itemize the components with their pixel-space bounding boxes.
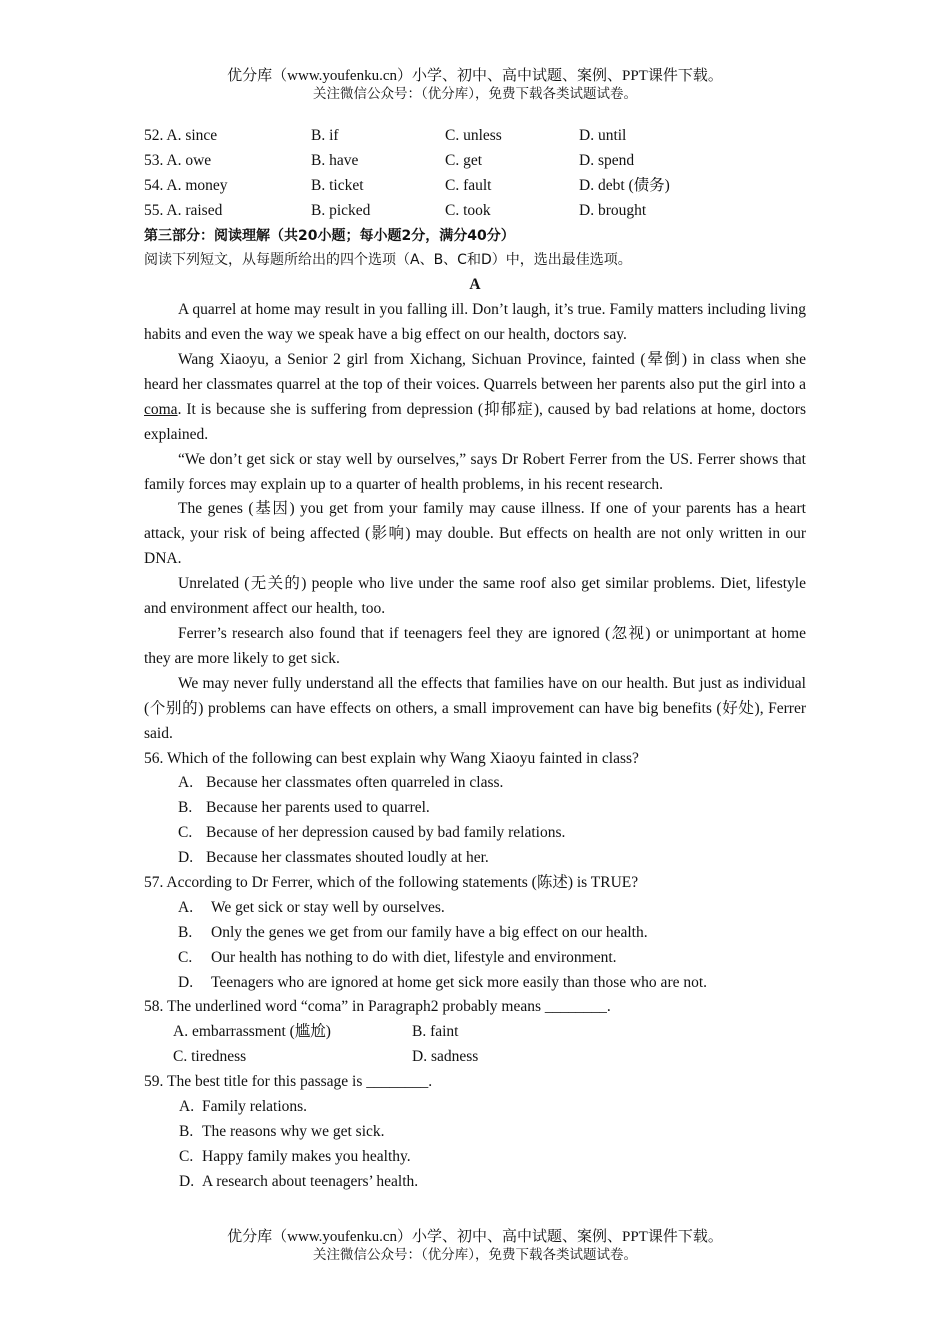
page-footer [0,1228,950,1264]
answer-option: C. tiredness [173,1048,247,1066]
passage-body [144,298,806,746]
question-stem: 56. Which of the following can best explain why Wang Xiaoyu fainted in class? [144,749,639,767]
option-key: A. [179,1098,195,1116]
answer-option: A. embarrassment (尴尬) [173,1023,331,1041]
option-text: Our health has nothing to do with diet, lifestyle and environment. [211,948,617,966]
underlined-word: coma [144,400,178,418]
cloze-option: 54. A. money [144,176,228,194]
option-key: B. [179,1122,194,1140]
paragraph-text: Wang Xiaoyu, a Senior 2 girl from Xichang, Sichuan Province, fainted (晕倒) in class when she heard her classmates quarrel at the top of their voices. Quarrels between her parents also put the girl into a [144,351,806,393]
cloze-option: D. until [579,127,627,144]
cloze-option: D. brought [579,201,647,219]
cloze-option: C. get [445,151,483,169]
option-text: Happy family makes you healthy. [202,1147,411,1165]
answer-option [144,946,806,971]
option-text: A research about teenagers’ health. [202,1172,419,1190]
answer-option [144,896,806,921]
option-key: B. [178,923,193,941]
header-line-1: 优分库（www.youfenku.cn）小学、初中、高中试题、案例、PPT课件下载。 [227,68,723,84]
footer-line-1: 优分库（www.youfenku.cn）小学、初中、高中试题、案例、PPT课件下载。 [227,1229,723,1245]
answer-option [144,846,806,871]
cloze-option: 55. A. raised [144,201,223,219]
cloze-option: B. have [311,151,359,169]
question-stem: 58. The underlined word “coma” in Paragraph2 probably means ________. [144,998,611,1016]
cloze-options [144,124,806,224]
question-57 [144,871,806,995]
answer-option [144,771,806,796]
option-key: A. [178,898,194,916]
footer-line-2: 关注微信公众号：（优分库），免费下载各类试题试卷。 [313,1247,637,1263]
option-key: A. [178,774,194,792]
option-key: D. [179,1172,195,1190]
passage-paragraph-7: We may never fully understand all the effects that families have on our health. But just as individual (个别的) problems can have effects on others, a small improvement can have big benefits (好处), Ferrer said. [144,674,806,742]
section-instruction: 阅读下列短文，从每题所给出的四个选项（A、B、C和D）中，选出最佳选项。 [144,252,632,269]
answer-option-row [144,1045,806,1070]
cloze-option: D. spend [579,151,635,169]
option-text: Because her classmates shouted loudly at her. [206,849,489,867]
cloze-option: C. took [445,201,491,219]
cloze-row-54 [144,174,806,199]
question-stem: 59. The best title for this passage is ________. [144,1073,433,1091]
passage-title: A [469,276,481,294]
answer-option: B. faint [412,1023,459,1041]
question-59 [144,1070,806,1194]
page-header [0,67,950,103]
option-text: The reasons why we get sick. [202,1122,385,1140]
option-key: C. [178,824,193,842]
cloze-row-52 [144,124,806,149]
answer-option [144,921,806,946]
answer-option [144,821,806,846]
section-title: 第三部分：阅读理解（共20小题；每小题2分，满分40分） [144,227,515,244]
answer-option: D. sadness [412,1048,479,1066]
cloze-option: B. picked [311,201,371,219]
option-text: Because her parents used to quarrel. [206,799,430,817]
answer-option-row [144,1020,806,1045]
cloze-option: D. debt (债务) [579,176,670,194]
cloze-row-53 [144,149,806,174]
passage-paragraph-5: Unrelated (无关的) people who live under the same roof also get similar problems. Diet, lifestyle and environment affect our health, too. [144,575,806,618]
answer-option [144,1145,806,1170]
option-key: C. [178,948,193,966]
answer-option [144,796,806,821]
answer-option [144,1095,806,1120]
exam-content [144,124,806,1195]
answer-option [144,971,806,996]
option-key: B. [178,799,193,817]
cloze-option: B. if [311,127,339,144]
option-text: Only the genes we get from our family have a big effect on our health. [211,923,648,941]
passage-paragraph-3: “We don’t get sick or stay well by ourselves,” says Dr Robert Ferrer from the US. Ferrer shows that family forces may explain up to a quarter of health problems, in his recent research. [144,450,806,493]
cloze-option: 53. A. owe [144,151,212,169]
option-text: Teenagers who are ignored at home get sick more easily than those who are not. [211,973,708,991]
question-58 [144,995,806,1070]
answer-option [144,1120,806,1145]
option-key: D. [178,849,194,867]
passage-paragraph-1: A quarrel at home may result in you falling ill. Don’t laugh, it’s true. Family matters including living habits and even the way we speak have a big effect on our health, doctors say. [144,301,806,344]
option-text: Because her classmates often quarreled in class. [206,774,504,792]
passage-paragraph-4: The genes (基因) you get from your family may cause illness. If one of your parents has a heart attack, your risk of being affected (影响) may double. But effects on health are not only written in our DNA. [144,500,806,568]
cloze-row-55 [144,199,806,224]
question-stem: 57. According to Dr Ferrer, which of the following statements (陈述) is TRUE? [144,874,639,891]
answer-option [144,1170,806,1195]
paragraph-text: . It is because she is suffering from depression (抑郁症), caused by bad relations at home, doctors explained. [144,400,806,443]
option-key: D. [178,973,194,991]
cloze-option: 52. A. since [144,127,218,144]
question-56 [144,747,806,871]
cloze-option: C. unless [445,127,502,144]
passage-paragraph-6: Ferrer’s research also found that if teenagers feel they are ignored (忽视) or unimportant at home they are more likely to get sick. [144,625,806,667]
option-text: Because of her depression caused by bad family relations. [206,824,566,842]
passage-paragraph-2 [144,348,806,448]
option-text: We get sick or stay well by ourselves. [211,898,445,916]
option-key: C. [179,1147,194,1165]
cloze-option: C. fault [445,176,492,194]
option-text: Family relations. [202,1098,308,1116]
cloze-option: B. ticket [311,176,364,194]
header-line-2: 关注微信公众号：（优分库），免费下载各类试题试卷。 [313,86,637,102]
